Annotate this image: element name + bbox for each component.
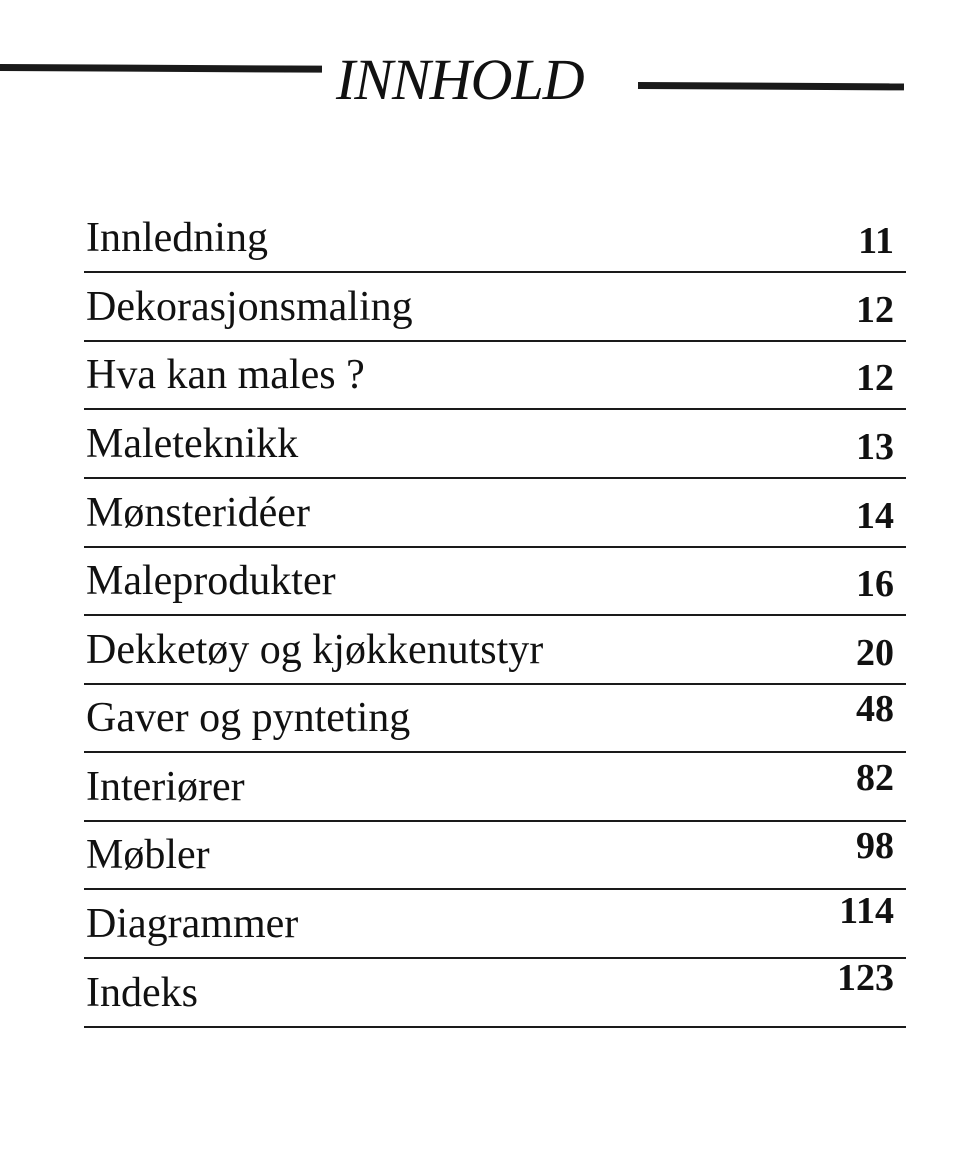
toc-entry-label: Møbler xyxy=(86,832,210,878)
toc-entry-label: Indeks xyxy=(86,970,198,1016)
toc-entry-page-number: 82 xyxy=(856,757,894,799)
toc-entry-label: Gaver og pynteting xyxy=(86,695,411,741)
toc-entry-rule xyxy=(84,408,906,410)
toc-entry-innledning xyxy=(84,205,906,273)
toc-entry-page-number: 20 xyxy=(856,632,894,674)
toc-entry-rule xyxy=(84,477,906,479)
toc-entry-label: Innledning xyxy=(86,215,268,261)
toc-entry-page-number: 14 xyxy=(856,495,894,537)
toc-entry-page-number: 16 xyxy=(856,563,894,605)
toc-entry-page-number: 123 xyxy=(837,957,894,999)
toc-entry-rule xyxy=(84,1026,906,1028)
page-title: INNHOLD xyxy=(336,47,584,112)
toc-entry-label: Mønsteridéer xyxy=(86,490,310,536)
toc-entry-maleteknikk xyxy=(84,411,906,479)
toc-entry-interiorer xyxy=(84,754,906,822)
toc-entry-page-number: 12 xyxy=(856,289,894,331)
toc-entry-page-number: 48 xyxy=(856,688,894,730)
toc-entry-rule xyxy=(84,614,906,616)
toc-entry-gaver xyxy=(84,685,906,753)
toc-entry-rule xyxy=(84,957,906,959)
toc-entry-label: Dekketøy og kjøkkenutstyr xyxy=(86,627,544,673)
toc-entry-rule xyxy=(84,271,906,273)
toc-entry-dekorasjonsmaling xyxy=(84,274,906,342)
toc-entry-label: Hva kan males ? xyxy=(86,352,365,398)
toc-entry-label: Diagrammer xyxy=(86,901,299,947)
toc-entry-monsterideer xyxy=(84,480,906,548)
toc-entry-mobler xyxy=(84,822,906,890)
toc-entry-label: Maleprodukter xyxy=(86,558,336,604)
toc-entry-indeks xyxy=(84,957,906,1028)
toc-entry-rule xyxy=(84,751,906,753)
toc-entry-label: Interiører xyxy=(86,764,245,810)
toc-entry-diagrammer xyxy=(84,891,906,959)
toc-entry-label: Maleteknikk xyxy=(86,421,299,467)
toc-entry-maleprodukter xyxy=(84,548,906,616)
toc-entry-dekketoy xyxy=(84,617,906,685)
toc-entry-page-number: 114 xyxy=(839,890,894,932)
toc-entry-page-number: 98 xyxy=(856,825,894,867)
toc-entry-page-number: 13 xyxy=(856,426,894,468)
toc-entry-rule xyxy=(84,888,906,890)
toc-entry-page-number: 12 xyxy=(856,357,894,399)
toc-entry-label: Dekorasjonsmaling xyxy=(86,284,413,330)
toc-entry-hva-kan-males xyxy=(84,342,906,410)
toc-entry-page-number: 11 xyxy=(858,220,894,262)
